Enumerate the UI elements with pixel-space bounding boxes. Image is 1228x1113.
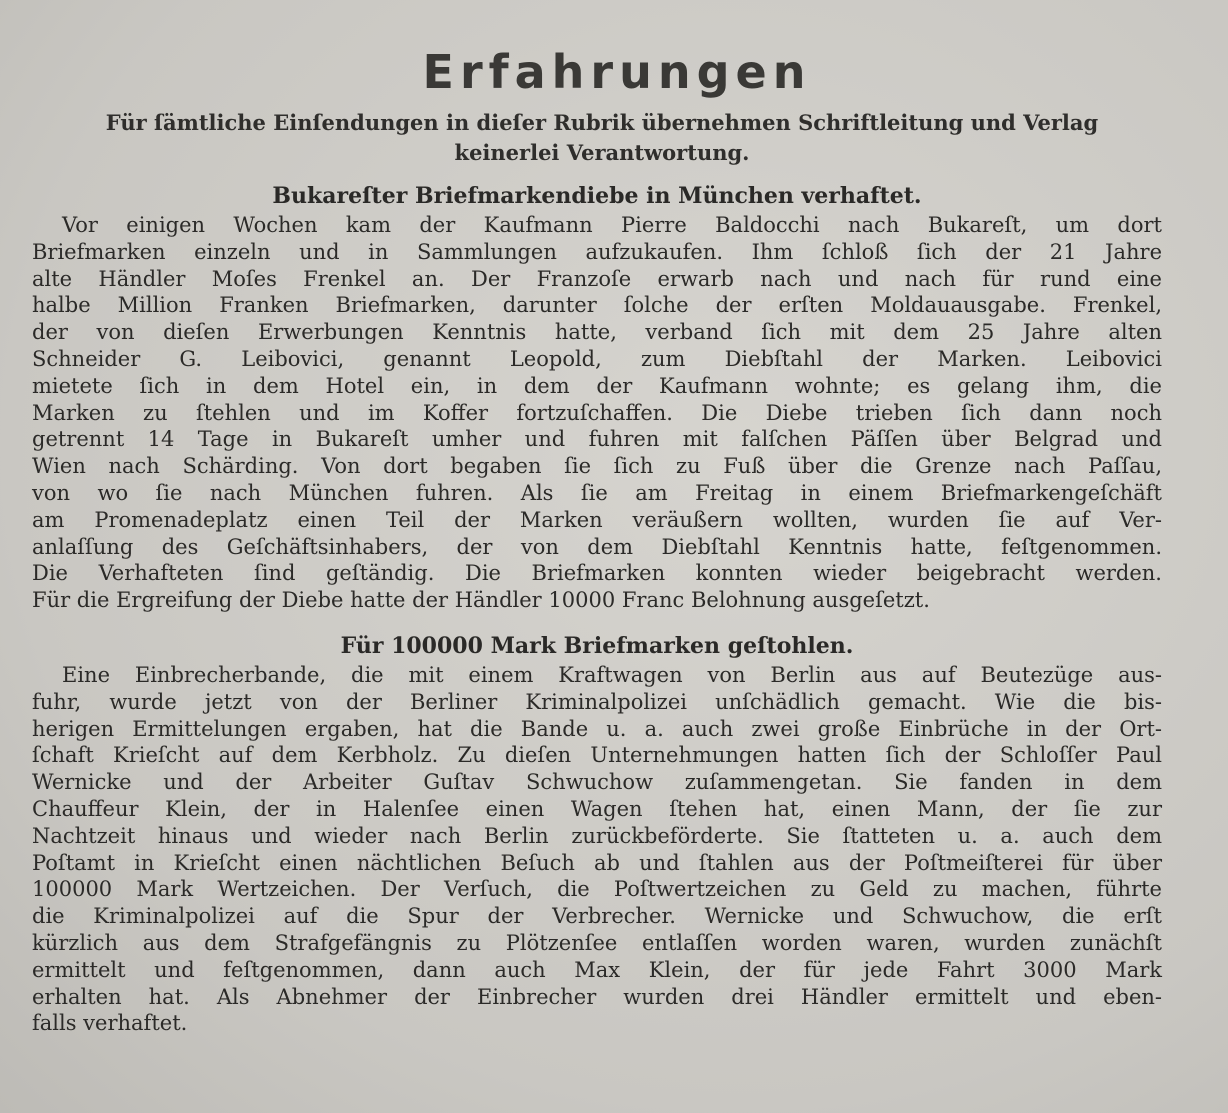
text-line: Briefmarken einzeln und in Sammlungen aufzukaufen. Ihm ſchloß ſich der 21 Jahre [32,239,1162,264]
disclaimer [32,108,1162,168]
text-line: anlaſſung des Geſchäftsinhabers, der von dem Diebſtahl Kenntnis hatte, feſtgenommen. [32,534,1162,559]
text-line: Schneider G. Leibovici, genannt Leopold, zum Diebſtahl der Marken. Leibovici [32,346,1162,371]
text-line: fuhr, wurde jetzt von der Berliner Kriminalpolizei unſchädlich gemacht. Wie die bis- [32,689,1162,714]
text-line: kürzlich aus dem Strafgefängnis zu Plötzenſee entlaſſen worden waren, wurden zunächſt [32,930,1162,955]
text-line: getrennt 14 Tage in Bukareſt umher und fuhren mit falſchen Päſſen über Belgrad und [32,427,1162,452]
text-line: Vor einigen Wochen kam der Kaufmann Pierre Baldocchi nach Bukareſt, um dort [62,213,1162,237]
text-line: Wernicke und der Arbeiter Guſtav Schwuchow zuſammengetan. Sie fanden in dem [32,770,1162,795]
text-line: 100000 Mark Wertzeichen. Der Verſuch, die Poſtwertzeichen zu Geld zu machen, führte [32,877,1162,902]
text-line: die Kriminalpolizei auf die Spur der Verbrecher. Wernicke und Schwuchow, die erſt [32,904,1162,929]
article-body [32,212,1162,614]
text-line: herigen Ermittelungen ergaben, hat die Bande u. a. auch zwei große Einbrüche in der Ort- [32,716,1162,741]
text-line: falls verhaftet. [32,1011,188,1036]
text-line: Poſtamt in Krieſcht einen nächtlichen Beſuch ab und ſtahlen aus der Poſtmeiſterei für über [32,850,1162,875]
text-line: halbe Million Franken Briefmarken, darunter ſolche der erſten Moldauausgabe. Frenkel, [32,293,1162,318]
article-bukarest [32,182,1162,614]
text-line: ermittelt und feſtgenommen, dann auch Max Klein, der für jede Fahrt 3000 Mark [32,957,1162,982]
text-line: Eine Einbrecherbande, die mit einem Kraftwagen von Berlin aus auf Beutezüge aus- [62,662,1162,687]
article-heading: Für 100000 Mark Briefmarken geſtohlen. [340,632,854,659]
text-line: am Promenadeplatz einen Teil der Marken veräußern wollten, wurden ſie auf Ver- [32,507,1162,532]
disclaimer-line: Für ſämtliche Einſendungen in dieſer Rubrik übernehmen Schriftleitung und Verlag [105,110,1099,135]
text-line: Marken zu ſtehlen und im Koffer fortzuſchaffen. Die Diebe trieben ſich dann noch [32,400,1162,425]
text-line: ſchaft Krieſcht auf dem Kerbholz. Zu dieſen Unternehmungen hatten ſich der Schloſſer Paul [32,743,1162,768]
text-line: Für die Ergreifung der Diebe hatte der Händler 10000 Franc Belohnung ausgeſetzt. [32,588,930,613]
text-line: Wien nach Schärding. Von dort begaben ſie ſich zu Fuß über die Grenze nach Paſſau, [32,454,1162,479]
article-body [32,662,1162,1037]
text-line: Die Verhafteten ſind geſtändig. Die Briefmarken konnten wieder beigebracht werden. [32,561,1162,586]
disclaimer-line: keinerlei Verantwortung. [454,140,750,165]
text-line: erhalten hat. Als Abnehmer der Einbrecher wurden drei Händler ermittelt und eben- [32,984,1162,1009]
text-line: Chauffeur Klein, der in Halenſee einen Wagen ſtehen hat, einen Mann, der ſie zur [32,796,1162,821]
text-line: von wo ſie nach München fuhren. Als ſie am Freitag in einem Briefmarkengeſchäft [32,480,1162,505]
article-heading: Bukareſter Briefmarkendiebe in München verhaftet. [272,183,922,209]
text-line: Nachtzeit hinaus und wieder nach Berlin zurückbeförderte. Sie ſtatteten u. a. auch dem [32,823,1162,848]
page-title: Erfahrungen [422,45,812,99]
text-line: der von dieſen Erwerbungen Kenntnis hatte, verband ſich mit dem 25 Jahre alten [32,320,1162,345]
article-briefmarken-gestohlen [32,632,1162,1037]
text-line: alte Händler Moſes Frenkel an. Der Franzoſe erwarb nach und nach für rund eine [32,266,1162,291]
text-line: mietete ſich in dem Hotel ein, in dem der Kaufmann wohnte; es gelang ihm, die [32,373,1162,398]
